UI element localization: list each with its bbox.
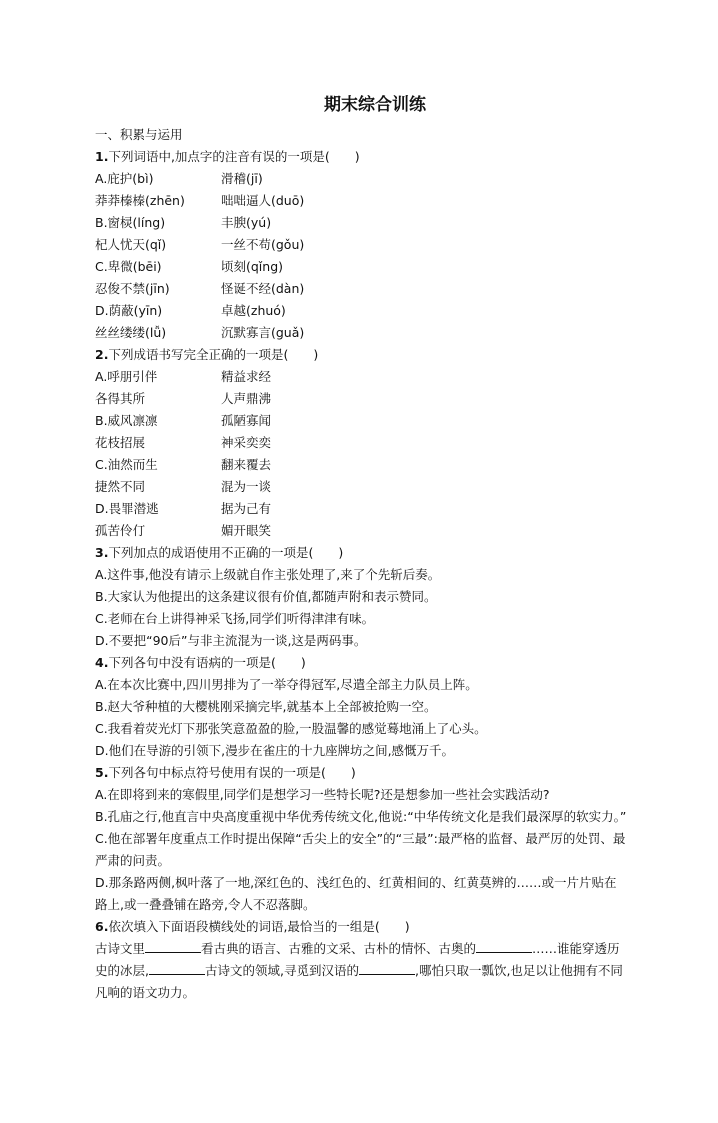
option-d: D.那条路两侧,枫叶落了一地,深红色的、浅红色的、红黄相间的、红黄莫辨的……或一片片贴在路上,或一叠叠铺在路旁,令人不忍落脚。	[95, 875, 617, 912]
question-stem: 依次填入下面语段横线处的词语,最恰当的一组是( )	[108, 919, 410, 934]
question-number: 5.	[95, 765, 109, 780]
option-row: B.窗棂(líng) 丰腴(yú)	[95, 215, 272, 230]
option-b: B.大家认为他提出的这条建议很有价值,都随声附和表示赞同。	[95, 589, 437, 604]
section-heading: 一、积累与运用	[95, 127, 183, 142]
option-d: D.不要把“90后”与非主流混为一谈,这是两码事。	[95, 633, 367, 648]
option-row: 忍俊不禁(jīn) 怪诞不经(dàn)	[95, 281, 305, 296]
fill-blank[interactable]	[149, 960, 205, 975]
option-row: 杞人忧天(qǐ) 一丝不苟(gǒu)	[95, 237, 305, 252]
option-c: C.他在部署年度重点工作时提出保障“舌尖上的安全”的“三最”:最严格的监督、最严厉的处罚、最严肃的问责。	[95, 831, 626, 868]
option-row: 丝丝缕缕(lǚ) 沉默寡言(guǎ)	[95, 325, 305, 340]
option-row: C.卑微(bēi) 顷刻(qǐng)	[95, 259, 284, 274]
question-number: 1.	[95, 149, 109, 164]
question-4	[95, 652, 627, 762]
question-5	[95, 762, 627, 916]
question-number: 2.	[95, 347, 109, 362]
question-number: 6.	[95, 919, 109, 934]
option-c: C.我看着荧光灯下那张笑意盈盈的脸,一股温馨的感觉蓦地涌上了心头。	[95, 721, 487, 736]
option-row: A.庇护(bì) 滑稽(jī)	[95, 171, 263, 186]
passage: 古诗文里 看古典的语言、古雅的文采、古朴的情怀、古奥的 ……谁能穿透历史的冰层, 古诗文的领域,寻觅到汉语的 ,哪怕只取一瓢饮,也足以让他拥有不同凡响的语文功力。	[95, 938, 627, 1004]
question-number: 4.	[95, 655, 109, 670]
option-b: B.孔庙之行,他直言中央高度重视中华优秀传统文化,他说:“中华传统文化是我们最深厚的软实力。”	[95, 809, 627, 824]
question-stem: 下列加点的成语使用不正确的一项是( )	[108, 545, 344, 560]
option-row: A.呼朋引伴 精益求经	[95, 369, 272, 384]
option-row: D.荫蔽(yīn) 卓越(zhuó)	[95, 303, 286, 318]
question-stem: 下列各句中标点符号使用有误的一项是( )	[108, 765, 356, 780]
option-row: 孤苦伶仃 媚开眼笑	[95, 523, 272, 538]
option-b: B.赵大爷种植的大樱桃刚采摘完毕,就基本上全部被抢购一空。	[95, 699, 437, 714]
fill-blank[interactable]	[476, 938, 532, 953]
option-row: C.油然而生 翻来覆去	[95, 457, 272, 472]
option-a: A.这件事,他没有请示上级就自作主张处理了,来了个先斩后奏。	[95, 567, 441, 582]
option-row: 捷然不同 混为一谈	[95, 479, 272, 494]
option-a: A.在即将到来的寒假里,同学们是想学习一些特长呢?还是想参加一些社会实践活动?	[95, 787, 550, 802]
fill-blank[interactable]	[145, 938, 201, 953]
option-row: 莽莽榛榛(zhēn) 咄咄逼人(duō)	[95, 193, 305, 208]
option-row: D.畏罪潜逃 据为己有	[95, 501, 272, 516]
option-row: 花枝招展 神采奕奕	[95, 435, 272, 450]
option-d: D.他们在导游的引领下,漫步在雀庄的十九座牌坊之间,感慨万千。	[95, 743, 455, 758]
question-2	[95, 344, 627, 542]
question-1	[95, 146, 627, 344]
question-stem: 下列词语中,加点字的注音有误的一项是( )	[108, 149, 360, 164]
question-stem: 下列各句中没有语病的一项是( )	[108, 655, 306, 670]
page-title: 期末综合训练	[324, 95, 426, 115]
question-6	[95, 916, 627, 1004]
fill-blank[interactable]	[359, 960, 415, 975]
option-a: A.在本次比赛中,四川男排为了一举夺得冠军,尽遣全部主力队员上阵。	[95, 677, 478, 692]
option-row: B.威风凛凛 孤陋寡闻	[95, 413, 272, 428]
document-page	[95, 92, 627, 1004]
option-c: C.老师在台上讲得神采飞扬,同学们听得津津有味。	[95, 611, 375, 626]
question-3	[95, 542, 627, 652]
option-row: 各得其所 人声鼎沸	[95, 391, 272, 406]
question-number: 3.	[95, 545, 109, 560]
question-stem: 下列成语书写完全正确的一项是( )	[108, 347, 319, 362]
